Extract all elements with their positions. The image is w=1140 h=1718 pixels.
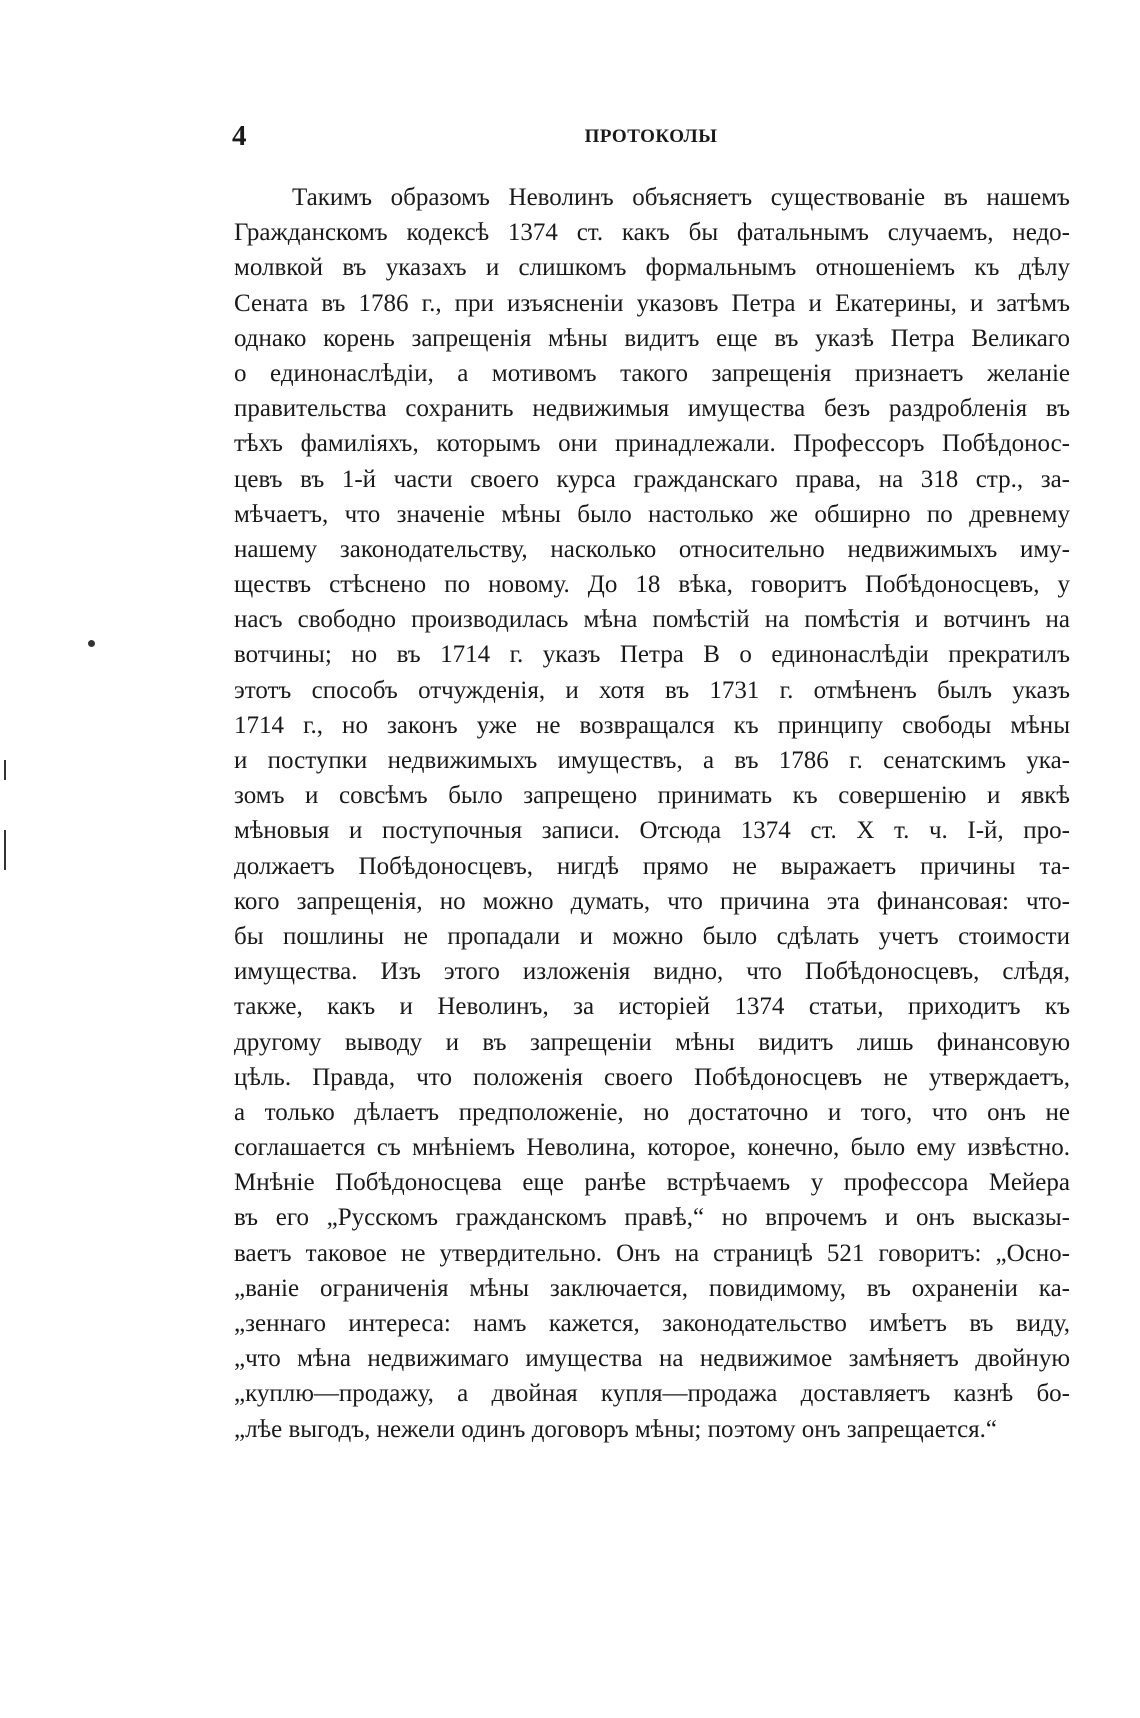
text-line: молвкой въ указахъ и слишкомъ формальнымъ отношеніемъ къ дѣлу xyxy=(234,254,1070,282)
text-line: этотъ способъ отчужденія, и хотя въ 1731 г. отмѣненъ былъ указъ xyxy=(234,676,1070,704)
text-line: „ваніе ограниченія мѣны заключается, повидимому, въ охраненіи ка- xyxy=(234,1274,1070,1302)
text-line: въ его „Русскомъ гражданскомъ правѣ,“ но впрочемъ и онъ высказы- xyxy=(234,1204,1070,1232)
margin-mark xyxy=(4,760,6,780)
text-line: вотчины; но въ 1714 г. указъ Петра В о единонаслѣдіи прекратилъ xyxy=(234,641,1070,669)
text-line: 1714 г., но законъ уже не возвращался къ принципу свободы мѣны xyxy=(234,711,1070,739)
text-line: цѣль. Правда, что положенія своего Побѣдоносцевъ не утверждаетъ, xyxy=(234,1063,1070,1091)
text-line: зомъ и совсѣмъ было запрещено принимать къ совершенію и явкѣ xyxy=(234,782,1070,810)
text-line: другому выводу и въ запрещеніи мѣны видитъ лишь финансовую xyxy=(234,1028,1070,1056)
text-line: также, какъ и Неволинъ, за исторіей 1374 статьи, приходитъ къ xyxy=(234,993,1070,1021)
text-line: нашему законодательству, насколько относительно недвижимыхъ иму- xyxy=(234,535,1070,563)
text-line: кого запрещенія, но можно думать, что причина эта финансовая: что- xyxy=(234,887,1070,915)
text-line: соглашается съ мнѣніемъ Неволина, которое, конечно, было ему извѣстно. xyxy=(234,1134,1070,1162)
text-line: Такимъ образомъ Неволинъ объясняетъ существованіе въ нашемъ xyxy=(292,184,1070,211)
text-line: Сената въ 1786 г., при изъясненіи указовъ Петра и Екатерины, и затѣмъ xyxy=(234,289,1070,317)
text-line: „зеннаго интереса: намъ кажется, законодательство имѣетъ въ виду, xyxy=(234,1310,1070,1337)
text-line: а только дѣлаетъ предположеніе, но достаточно и того, что онъ не xyxy=(234,1098,1070,1126)
body-text xyxy=(234,180,1070,1447)
text-line: „куплю—продажу, а двойная купля—продажа доставляетъ казнѣ бо- xyxy=(234,1380,1070,1408)
text-line: правительства сохранить недвижимыя имущества безъ раздробленія въ xyxy=(234,395,1070,423)
text-line: бы пошлины не пропадали и можно было сдѣлать учетъ стоимости xyxy=(234,922,1070,950)
text-line: цевъ въ 1-й части своего курса гражданскаго права, на 318 стр., за- xyxy=(234,465,1070,493)
text-line: о единонаслѣдіи, а мотивомъ такого запрещенія признаетъ желаніе xyxy=(234,359,1070,387)
running-title: ПРОТОКОЛЫ xyxy=(584,126,718,147)
ink-speck xyxy=(87,639,96,648)
margin-mark xyxy=(4,830,6,870)
text-line: мѣчаетъ, что значеніе мѣны было настолько же обширно по древнему xyxy=(234,500,1070,528)
text-line: Мнѣніе Побѣдоносцева еще ранѣе встрѣчаемъ у профессора Мейера xyxy=(234,1169,1070,1197)
text-line: Гражданскомъ кодексѣ 1374 ст. какъ бы фатальнымъ случаемъ, недо- xyxy=(234,219,1070,247)
page-number: 4 xyxy=(232,120,247,152)
text-line: имущества. Изъ этого изложенія видно, что Побѣдоносцевъ, слѣдя, xyxy=(234,958,1070,986)
text-line: ваетъ таковое не утвердительно. Онъ на страницѣ 521 говоритъ: „Осно- xyxy=(234,1239,1070,1267)
text-line: „что мѣна недвижимаго имущества на недвижимое замѣняетъ двойную xyxy=(234,1345,1070,1373)
text-line: мѣновыя и поступочныя записи. Отсюда 1374 ст. X т. ч. I-й, про- xyxy=(234,817,1070,845)
text-line: „лѣе выгодъ, нежели одинъ договоръ мѣны; поэтому онъ запрещается.“ xyxy=(234,1415,998,1443)
text-line: должаетъ Побѣдоносцевъ, нигдѣ прямо не выражаетъ причины та- xyxy=(234,852,1070,880)
text-line: насъ свободно производилась мѣна помѣстій на помѣстія и вотчинъ на xyxy=(234,606,1070,634)
running-head xyxy=(232,118,1070,154)
text-line: ществъ стѣснено по новому. До 18 вѣка, говоритъ Побѣдоносцевъ, у xyxy=(234,571,1070,599)
text-line: однако корень запрещенія мѣны видитъ еще въ указѣ Петра Великаго xyxy=(234,324,1070,352)
text-line: и поступки недвижимыхъ имуществъ, а въ 1786 г. сенатскимъ ука- xyxy=(234,747,1070,774)
text-line: тѣхъ фамиліяхъ, которымъ они принадлежали. Профессоръ Побѣдонос- xyxy=(234,430,1070,458)
